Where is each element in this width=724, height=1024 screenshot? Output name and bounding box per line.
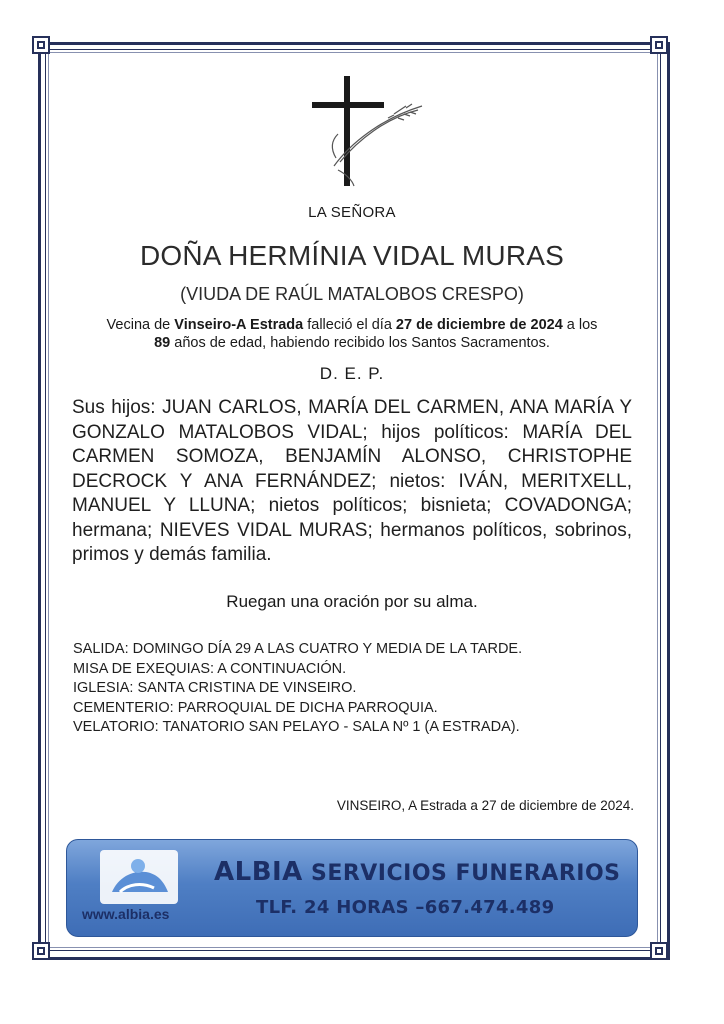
footer-date: , A Estrada a 27 de diciembre de 2024. (401, 798, 634, 813)
detail-value: PARROQUIAL DE DICHA PARROQUIA. (177, 699, 438, 716)
prayer-line: Ruegan una oración por su alma. (226, 592, 478, 611)
detail-value: TANATORIO SAN PELAYO - SALA Nº 1 (A ESTRADA). (162, 719, 520, 735)
family-text: Sus hijos: (72, 397, 163, 418)
detail-row (73, 699, 633, 719)
albia-logo-icon (98, 848, 180, 906)
intro-place: Vinseiro-A Estrada (174, 317, 304, 333)
dep-line: D. E. P. (319, 364, 385, 383)
website-link[interactable]: www.albia.es (82, 906, 170, 922)
deceased-name: DOÑA HERMÍNIA VIDAL MURAS (139, 240, 565, 271)
family-text: ; nietos políticos; bisnieta; (250, 495, 505, 516)
detail-value: DOMINGO DÍA 29 A LAS CUATRO Y MEDIA DE LA TARDE. (132, 641, 523, 657)
intro-text: a los (562, 317, 598, 333)
family-text: ; hermana; (72, 495, 632, 541)
detail-row (73, 640, 633, 660)
intro-paragraph (60, 316, 644, 352)
frame-corner-ornament (32, 36, 50, 54)
intro-text: Vecina de (106, 317, 175, 333)
brand-rest: SERVICIOS FUNERARIOS (302, 861, 621, 886)
frame-corner-ornament (32, 942, 50, 960)
family-names: JUAN CARLOS, MARÍA DEL CARMEN, ANA MARÍA Y GONZALO MATALOBOS VIDAL (72, 397, 633, 443)
footer-place: VINSEIRO (336, 798, 402, 813)
detail-row (73, 660, 633, 680)
detail-label: VELATORIO: (73, 719, 163, 735)
detail-value: SANTA CRISTINA DE VINSEIRO. (137, 680, 357, 696)
detail-value: A CONTINUACIÓN. (217, 660, 347, 677)
intro-age: 89 (154, 335, 171, 351)
detail-label: IGLESIA: (73, 680, 138, 696)
family-paragraph (72, 396, 632, 568)
detail-label: SALIDA: (73, 641, 133, 657)
family-text: ; hijos políticos: (362, 421, 523, 443)
brand-main: ALBIA (214, 857, 303, 887)
detail-row (73, 718, 633, 738)
cross-icon (300, 74, 430, 192)
family-names: IVÁN, MERITXELL, MANUEL Y LLUNA (72, 470, 632, 516)
phone-number[interactable]: TLF. 24 HORAS –667.474.489 (256, 897, 555, 918)
detail-label: MISA DE EXEQUIAS: (73, 660, 218, 677)
family-text: ; hermanos políticos, sobrinos, primos y demás familia. (72, 519, 632, 565)
funeral-details (73, 640, 633, 738)
frame-corner-ornament (650, 942, 668, 960)
widow-line: (VIUDA DE RAÚL MATALOBOS CRESPO) (180, 284, 524, 304)
intro-date: 27 de diciembre de 2024 (395, 317, 563, 333)
intro-text: falleció el día (303, 317, 396, 333)
detail-row (73, 679, 633, 699)
family-names: NIEVES VIDAL MURAS (159, 519, 368, 541)
brand-name (214, 857, 621, 887)
subtitle: LA SEÑORA (308, 204, 396, 221)
family-names: COVADONGA (504, 495, 627, 516)
detail-label: CEMENTERIO: (73, 699, 178, 716)
family-text: ; nietos: (371, 470, 459, 492)
family-names: MARÍA DEL CARMEN SOMOZA, BENJAMÍN ALONSO, CHRISTOPHE DECROCK Y ANA FERNÁNDEZ (72, 421, 632, 492)
intro-text: años de edad, habiendo recibido los Santos Sacramentos. (170, 335, 550, 351)
place-date-line (337, 798, 634, 813)
frame-corner-ornament (650, 36, 668, 54)
